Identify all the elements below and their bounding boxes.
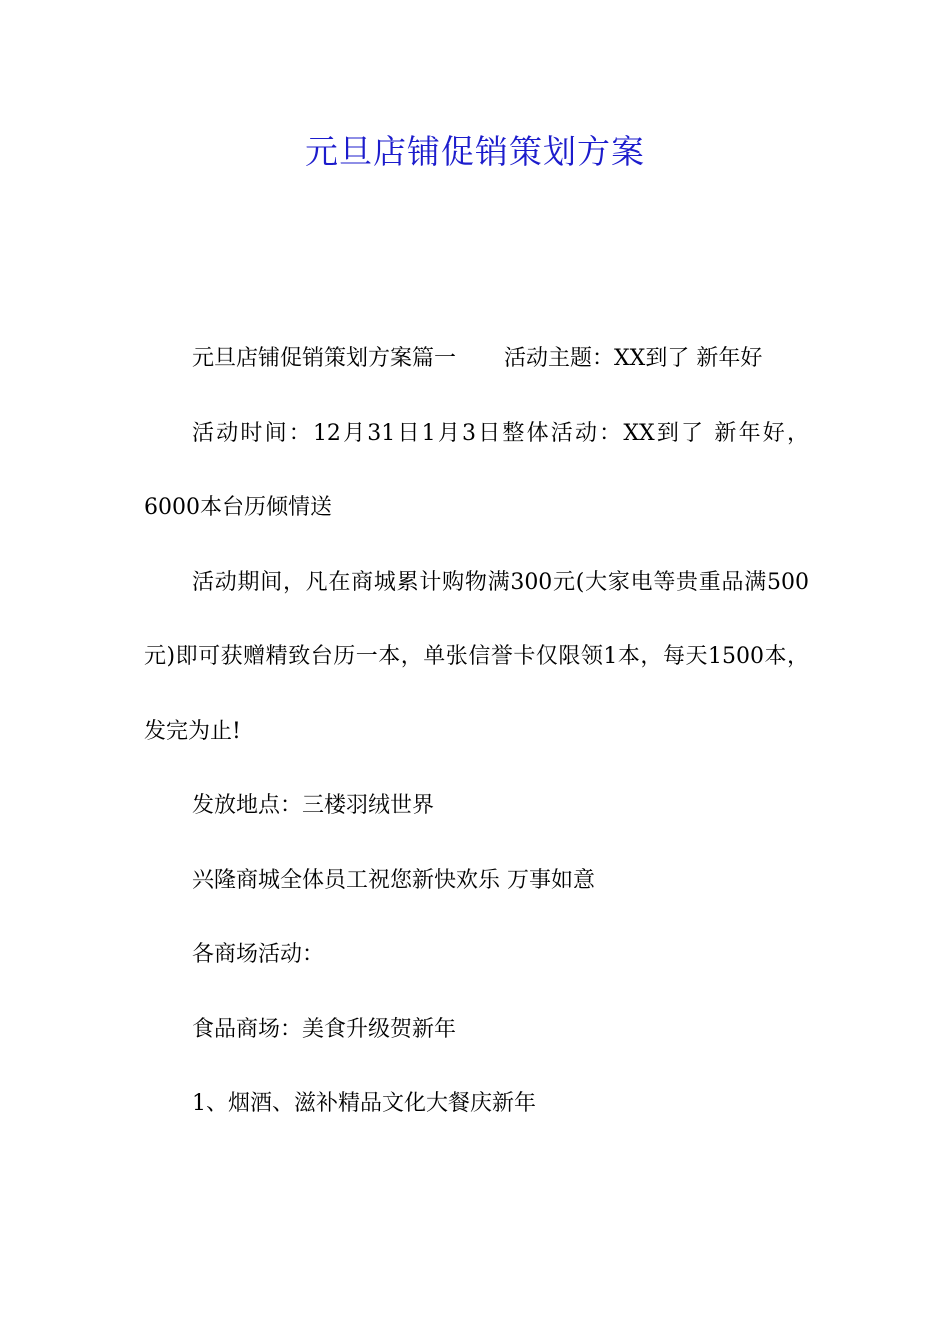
paragraph-activity-time: 活动时间：12月31日1月3日整体活动：XX到了 新年好，6000本台历倾情送 <box>144 420 809 520</box>
activity-theme: 活动主题：XX到了 新年好 <box>504 346 763 371</box>
paragraph-greeting: 兴隆商城全体员工祝您新快欢乐 万事如意 <box>192 867 595 893</box>
paragraph-store-activities: 各商场活动： <box>192 942 325 967</box>
paragraph-food-store: 食品商场：美食升级贺新年 <box>192 1016 457 1042</box>
paragraph-activity-details: 活动期间，凡在商城累计购物满300元(大家电等贵重品满500元)即可获赠精致台历一本，单张信誉卡仅限领1本，每天1500本，发完为止! <box>144 569 809 744</box>
paragraph-location: 发放地点：三楼羽绒世界 <box>192 793 435 818</box>
paragraph-intro <box>144 322 809 397</box>
document-title: 元旦店铺促销策划方案 <box>305 132 645 171</box>
paragraph-item-1: 1、烟酒、滋补精品文化大餐庆新年 <box>192 1091 536 1116</box>
document-body <box>144 322 809 1142</box>
section-heading: 元旦店铺促销策划方案篇一 <box>192 346 457 371</box>
